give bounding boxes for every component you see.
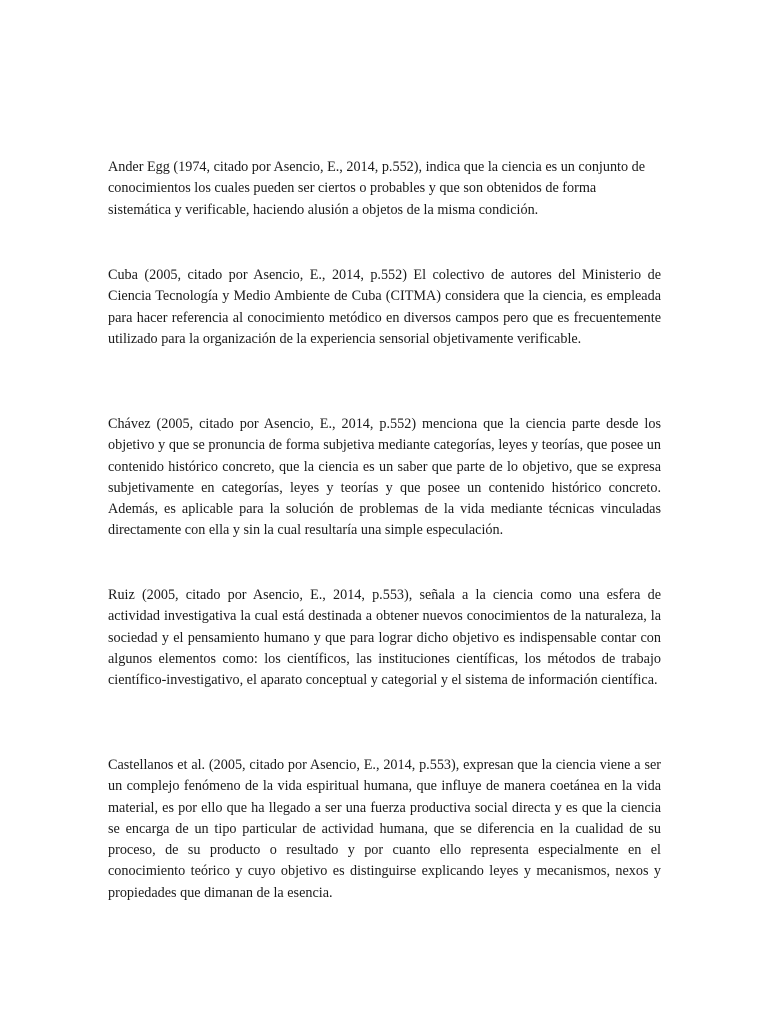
paragraph-castellanos: Castellanos et al. (2005, citado por Asencio, E., 2014, p.553), expresan que la ciencia viene a ser un complejo fenómeno de la vida espiritual humana, que influye de manera coetánea en la vida material, es por ello que ha llegado a ser una fuerza productiva social directa y es que la ciencia se encarga de un tipo particular de actividad humana, que se diferencia en la cualidad de su proceso, de su producto o resultado y por cuanto ello representa especialmente en el conocimiento teórico y cuyo objetivo es distinguirse explicando leyes y mecanismos, nexos y propiedades que dimanan de la esencia. (108, 757, 661, 901)
paragraph-cuba: Cuba (2005, citado por Asencio, E., 2014, p.552) El colectivo de autores del Ministerio de Ciencia Tecnología y Medio Ambiente de Cuba (CITMA) considera que la ciencia, es empleada para hacer referencia al conocimiento metódico en diversos campos pero que es frecuentemente utilizado para la organización de la experiencia sensorial objetivamente verificable. (108, 267, 661, 347)
paragraph-ander-egg: Ander Egg (1974, citado por Asencio, E., 2014, p.552), indica que la ciencia es un conjunto de conocimientos los cuales pueden ser ciertos o probables y que son obtenidos de forma sistemática y verificable, haciendo alusión a objetos de la misma condición. (108, 159, 646, 218)
paragraph-ruiz: Ruiz (2005, citado por Asencio, E., 2014, p.553), señala a la ciencia como una esfera de actividad investigativa la cual está destinada a obtener nuevos conocimientos de la naturaleza, la sociedad y el pensamiento humano y que para lograr dicho objetivo es indispensable contar con algunos elementos como: los científicos, las instituciones científicas, los métodos de trabajo científico-investigativo, el aparato conceptual y categorial y el sistema de información científica. (108, 587, 661, 689)
paragraph-chavez: Chávez (2005, citado por Asencio, E., 2014, p.552) menciona que la ciencia parte desde los objetivo y que se pronuncia de forma subjetiva mediante categorías, leyes y teorías, que posee un contenido histórico concreto, que la ciencia es un saber que parte de lo objetivo, que se expresa subjetivamente en categorías, leyes y teorías y que posee un contenido histórico concreto. Además, es aplicable para la solución de problemas de la vida mediante técnicas vinculadas directamente con ella y sin la cual resultaría una simple especulación. (108, 416, 661, 539)
